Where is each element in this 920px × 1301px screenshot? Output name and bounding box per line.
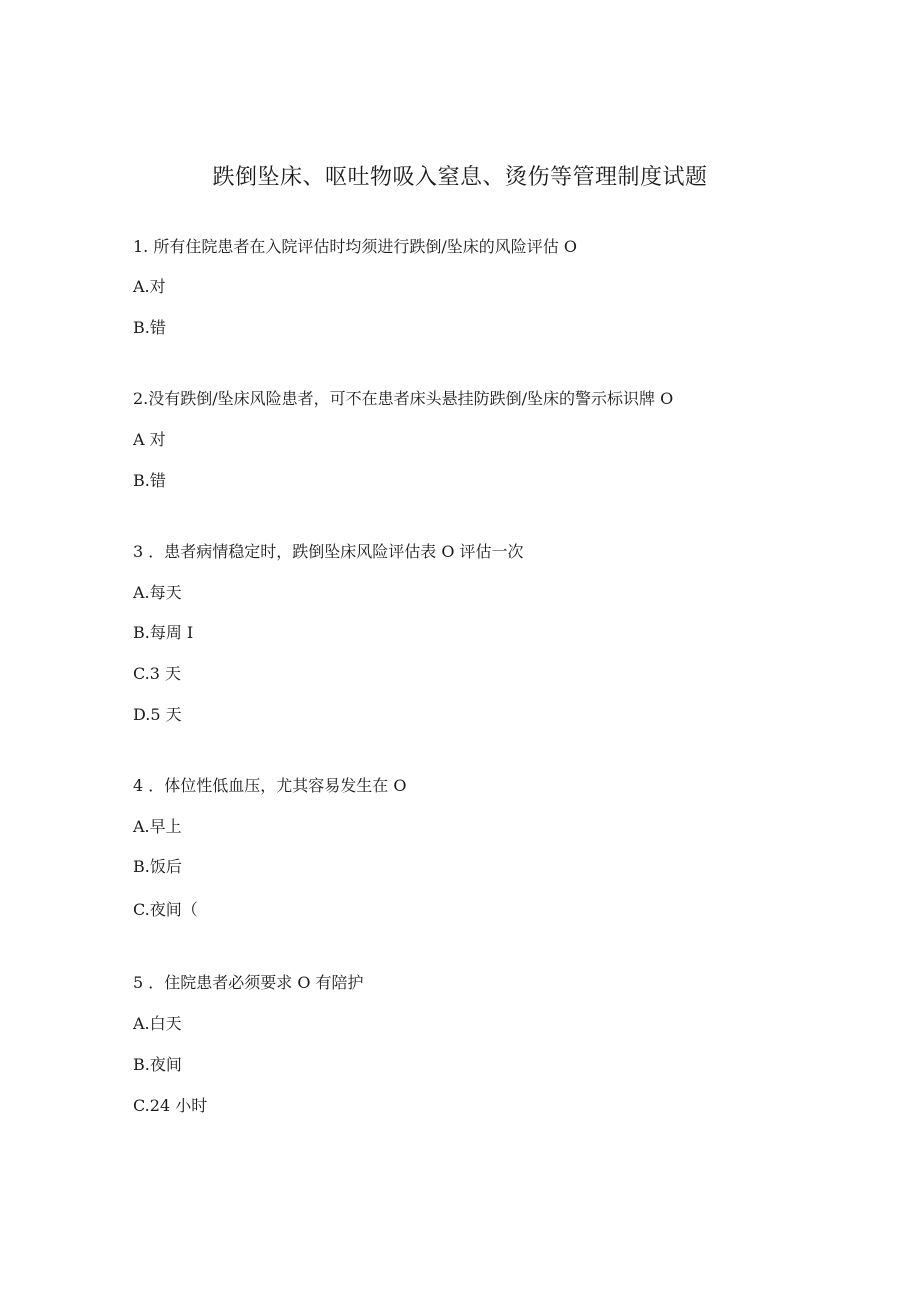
question-4-option-b: B.饭后	[133, 857, 182, 876]
question-5-option-b: B.夜间	[133, 1055, 182, 1074]
question-5-option-c: C.24 小时	[133, 1096, 208, 1115]
question-5-option-a: A.白天	[133, 1014, 182, 1033]
question-3-stem: 3 ．患者病情稳定时，跌倒坠床风险评估表 O 评估一次	[133, 542, 524, 561]
question-3-option-d: D.5 天	[133, 705, 182, 724]
question-4-option-c: C.夜间（	[133, 900, 198, 919]
question-2-option-a: A 对	[133, 430, 166, 449]
question-2-stem: 2.没有跌倒/坠床风险患者，可不在患者床头悬挂防跌倒/坠床的警示标识牌 O	[133, 389, 674, 408]
question-4-option-a: A.早上	[133, 817, 182, 836]
question-2-option-b: B.错	[133, 471, 166, 490]
question-3-option-b: B.每周 I	[133, 623, 194, 642]
question-1-stem: 1. 所有住院患者在入院评估时均须进行跌倒/坠床的风险评估 O	[133, 237, 577, 256]
question-3-option-a: A.每天	[133, 583, 182, 602]
question-1-option-a: A.对	[133, 277, 166, 296]
question-3-option-c: C.3 天	[133, 664, 182, 683]
page-title: 跌倒坠床、呕吐物吸入窒息、烫伤等管理制度试题	[212, 165, 708, 190]
question-1-option-b: B.错	[133, 318, 166, 337]
question-4-stem: 4 ．体位性低血压，尤其容易发生在 O	[133, 776, 407, 795]
question-5-stem: 5 ．住院患者必须要求 O 有陪护	[133, 973, 364, 992]
